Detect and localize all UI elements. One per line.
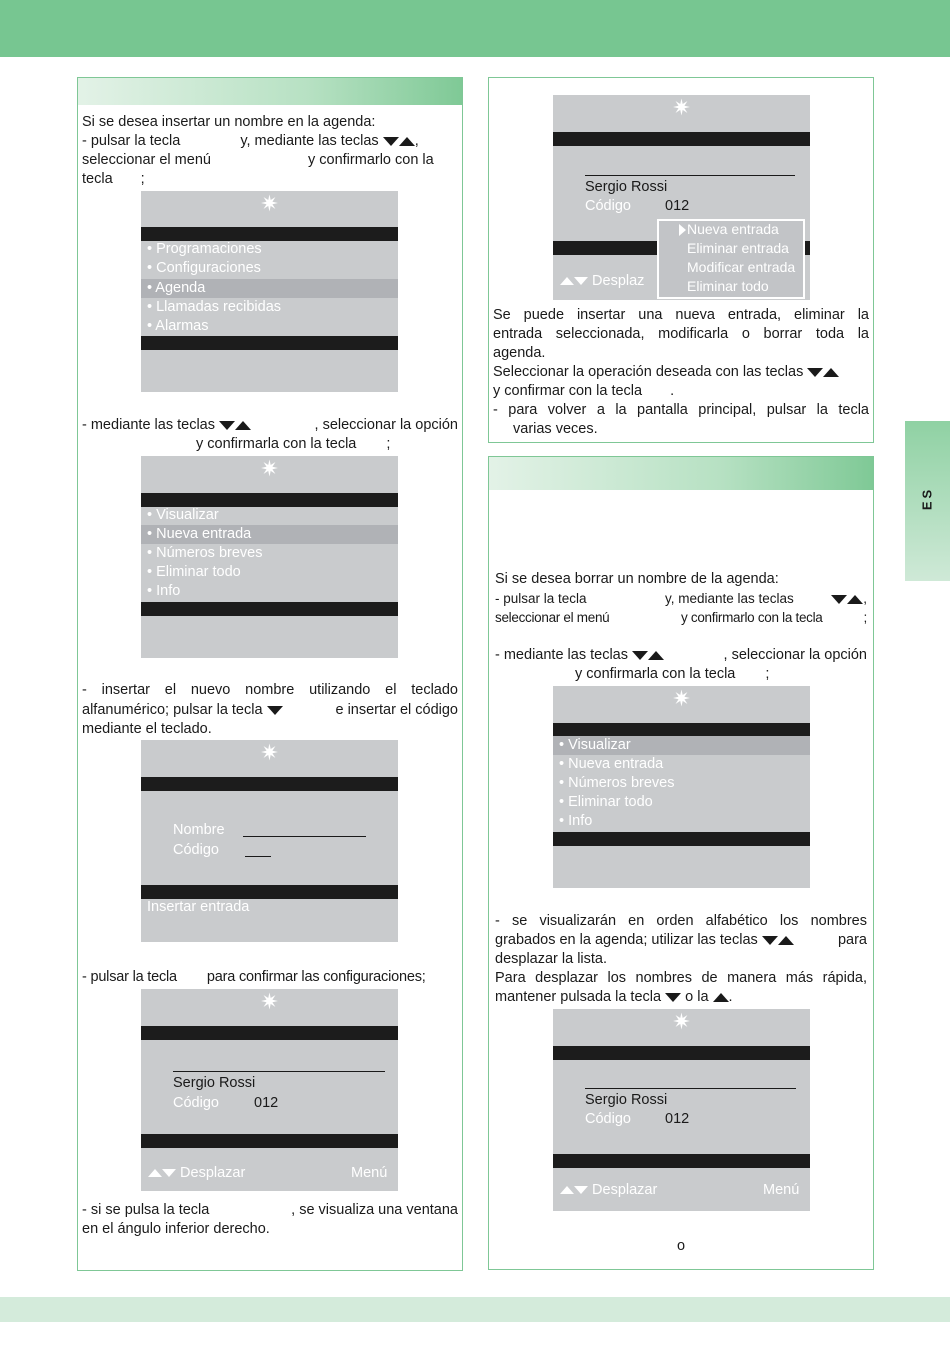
text: Desplaz [592, 273, 645, 289]
display-bar [141, 1134, 398, 1148]
text: y confirmarla con la tecla [575, 666, 736, 682]
popup-item-eliminar-todo[interactable]: Eliminar todo [687, 278, 769, 294]
text: , [414, 133, 419, 149]
text: alfanumérico; pulsar la tecla [82, 702, 263, 718]
down-arrow-icon [574, 1186, 588, 1194]
popup-item-eliminar-entrada[interactable]: Eliminar entrada [687, 240, 789, 256]
code-label: Código [173, 1095, 219, 1111]
right-bottom-s3-line2 [495, 931, 867, 950]
scroll-softkey[interactable] [148, 1165, 245, 1181]
menu-item-llamadas[interactable]: • Llamadas recibidas [147, 299, 282, 315]
scroll-softkey[interactable] [560, 273, 644, 289]
down-arrow-icon [267, 706, 283, 715]
text: seleccionar el menú [495, 610, 610, 625]
language-side-tab [905, 421, 950, 581]
name-line [585, 1088, 796, 1089]
up-arrow-icon [847, 595, 863, 604]
entry-name: Sergio Rossi [585, 179, 668, 195]
star-icon: ✷ [672, 1009, 691, 1034]
text: ; [765, 666, 770, 682]
menu-item-agenda[interactable]: • Agenda [141, 279, 398, 298]
left-panel-header [78, 78, 462, 105]
display-bar [553, 832, 810, 846]
text: ; [140, 171, 145, 187]
display-entry-saved [141, 989, 398, 1191]
text: e insertar el código [335, 702, 458, 718]
display-bar [141, 493, 398, 507]
star-icon: ✷ [672, 95, 691, 120]
down-arrow-icon [762, 936, 778, 945]
text: y, mediante las teclas [665, 591, 794, 606]
up-arrow-icon [399, 137, 415, 146]
up-arrow-icon [148, 1169, 162, 1177]
right-bottom-o: o [677, 1238, 686, 1254]
menu-item-info[interactable]: • Info [559, 813, 593, 829]
options-popup [657, 219, 805, 299]
up-arrow-icon [235, 421, 251, 430]
text: ; [863, 610, 867, 625]
entry-name: Sergio Rossi [585, 1092, 668, 1108]
right-bottom-s3-line5 [495, 988, 733, 1007]
right-bottom-s1-line2 [495, 608, 867, 627]
down-arrow-icon [219, 421, 235, 430]
right-top-p3: agenda. [493, 345, 546, 361]
down-arrow-icon [574, 277, 588, 285]
text: Desplazar [592, 1182, 658, 1198]
right-top-p4 [493, 363, 871, 382]
text: Seleccionar la operación deseada con las teclas [493, 364, 804, 380]
display-bar [141, 885, 398, 899]
text: - si se pulsa la tecla [82, 1202, 210, 1218]
right-top-panel [488, 77, 874, 443]
text: tecla [82, 171, 113, 187]
right-bottom-s2-line2 [575, 665, 769, 684]
name-label: Nombre [173, 822, 225, 838]
menu-item-eliminar-todo[interactable]: • Eliminar todo [147, 564, 241, 580]
up-arrow-icon [560, 1186, 574, 1194]
language-code: ES [919, 486, 935, 511]
down-arrow-icon [831, 595, 847, 604]
text: , seleccionar la opción [723, 647, 867, 663]
text: - mediante las teclas [82, 417, 215, 433]
display-bar [141, 336, 398, 350]
menu-softkey[interactable]: Menú [763, 1182, 800, 1198]
down-arrow-icon [383, 137, 399, 146]
text: - pulsar la tecla [495, 591, 587, 606]
display-bar [141, 227, 398, 241]
right-top-p2: entrada seleccionada, modificarla o borrar toda la [493, 326, 869, 342]
menu-item-programaciones[interactable]: • Programaciones [147, 241, 262, 257]
star-icon: ✷ [260, 740, 279, 765]
text: seleccionar el menú [82, 152, 211, 168]
text: y, mediante las teclas [240, 133, 379, 149]
left-step1-line1 [82, 132, 458, 151]
text: , [863, 591, 867, 606]
text: y confirmarlo con la tecla [681, 610, 823, 625]
menu-item-nueva-entrada[interactable]: • Nueva entrada [141, 525, 398, 544]
right-bottom-s2-line1 [495, 646, 867, 665]
up-arrow-icon [648, 651, 664, 660]
selection-pointer-icon [679, 224, 686, 236]
right-top-p7: varias veces. [513, 421, 598, 437]
star-icon: ✷ [260, 456, 279, 481]
text: ; [386, 436, 391, 452]
menu-item-visualizar[interactable]: • Visualizar [147, 507, 219, 523]
menu-softkey[interactable]: Menú [351, 1165, 388, 1181]
right-bottom-panel-header [489, 457, 873, 490]
right-top-p1: Se puede insertar una nueva entrada, eliminar la [493, 307, 869, 323]
right-bottom-s3-line3: desplazar la lista. [495, 951, 608, 967]
right-bottom-s3-line1: - se visualizarán en orden alfabético los nombres [495, 913, 867, 929]
left-step1-line3 [82, 170, 145, 189]
text: , seleccionar la opción [314, 417, 458, 433]
text: grabados en la agenda; utilizar las teclas [495, 932, 758, 948]
text: mantener pulsada la tecla [495, 989, 662, 1005]
right-top-p6: - para volver a la pantalla principal, pulsar la tecla [493, 402, 869, 418]
display-bar [553, 132, 810, 146]
star-icon: ✷ [260, 191, 279, 216]
down-arrow-icon [632, 651, 648, 660]
text: para confirmar las configuraciones; [206, 969, 426, 985]
left-step4-line [82, 968, 462, 987]
text: - pulsar la tecla [82, 133, 181, 149]
code-label: Código [173, 842, 219, 858]
display-main-menu [141, 191, 398, 392]
popup-item-nueva-entrada[interactable]: Nueva entrada [687, 221, 779, 237]
text: Desplazar [180, 1165, 246, 1181]
display-entry-list [553, 1009, 810, 1211]
menu-item-info[interactable]: • Info [147, 583, 181, 599]
star-icon: ✷ [260, 989, 279, 1014]
code-value: 012 [665, 198, 690, 214]
text: - pulsar la tecla [82, 969, 177, 985]
display-bar [553, 1046, 810, 1060]
display-bar [141, 602, 398, 616]
text: para [837, 932, 867, 948]
text: y confirmarla con la tecla [196, 436, 357, 452]
name-line [585, 175, 795, 176]
text: y confirmarlo con la [308, 152, 434, 168]
code-input-line[interactable] [245, 856, 271, 857]
menu-item-configuraciones[interactable]: • Configuraciones [147, 260, 261, 276]
text: . [670, 383, 675, 399]
left-step1-line2 [82, 151, 458, 170]
right-top-p5 [493, 382, 674, 401]
down-arrow-icon [162, 1169, 176, 1177]
code-label: Código [585, 198, 631, 214]
display-insert-entry [141, 740, 398, 942]
down-arrow-icon [665, 993, 681, 1002]
left-step5-line2: en el ángulo inferior derecho. [82, 1221, 270, 1237]
text: y confirmar con la tecla [493, 383, 643, 399]
popup-item-modificar-entrada[interactable]: Modificar entrada [687, 259, 796, 275]
entry-name: Sergio Rossi [173, 1075, 256, 1091]
star-icon: ✷ [672, 686, 691, 711]
code-label: Código [585, 1111, 631, 1127]
left-step2-line2 [196, 435, 390, 454]
up-arrow-icon [560, 277, 574, 285]
left-intro: Si se desea insertar un nombre en la agenda: [82, 114, 376, 130]
left-step3-line3: mediante el teclado. [82, 721, 212, 737]
right-bottom-panel [488, 456, 874, 1270]
left-step2-line1 [82, 416, 458, 435]
up-arrow-icon [713, 993, 729, 1002]
text: o la [685, 989, 709, 1005]
right-bottom-s3-line4: Para desplazar los nombres de manera más rápida, [495, 970, 867, 986]
display-agenda-menu-visualize [553, 686, 810, 888]
display-options-popup [553, 95, 810, 300]
top-color-band [0, 0, 950, 57]
name-input-line[interactable] [243, 836, 366, 837]
name-line [173, 1071, 385, 1072]
menu-item-numeros-breves[interactable]: • Números breves [559, 775, 675, 791]
left-step3-line1: - insertar el nuevo nombre utilizando el teclado [82, 682, 458, 698]
code-value: 012 [254, 1095, 279, 1111]
menu-item-nueva-entrada[interactable]: • Nueva entrada [559, 756, 664, 772]
left-step3-line2 [82, 701, 458, 720]
text: , se visualiza una ventana [291, 1202, 458, 1218]
display-bar [141, 1026, 398, 1040]
display-bar [553, 723, 810, 737]
display-bar [553, 1154, 810, 1168]
right-bottom-s1-line1 [495, 589, 867, 608]
display-agenda-menu [141, 456, 398, 658]
display-bar [141, 777, 398, 791]
code-value: 012 [665, 1111, 690, 1127]
right-bottom-intro: Si se desea borrar un nombre de la agenda: [495, 571, 779, 587]
menu-item-alarmas[interactable]: • Alarmas [147, 318, 209, 334]
menu-item-visualizar[interactable]: • Visualizar [553, 736, 810, 755]
up-arrow-icon [778, 936, 794, 945]
down-arrow-icon [807, 368, 823, 377]
left-step5-line1 [82, 1201, 458, 1220]
scroll-softkey[interactable] [560, 1182, 657, 1198]
up-arrow-icon [823, 368, 839, 377]
insert-entry-footer: Insertar entrada [147, 899, 250, 915]
text: . [728, 989, 733, 1005]
menu-item-numeros-breves[interactable]: • Números breves [147, 545, 263, 561]
text: - mediante las teclas [495, 647, 628, 663]
bottom-color-band [0, 1297, 950, 1322]
menu-item-eliminar-todo[interactable]: • Eliminar todo [559, 794, 653, 810]
left-panel [77, 77, 463, 1271]
